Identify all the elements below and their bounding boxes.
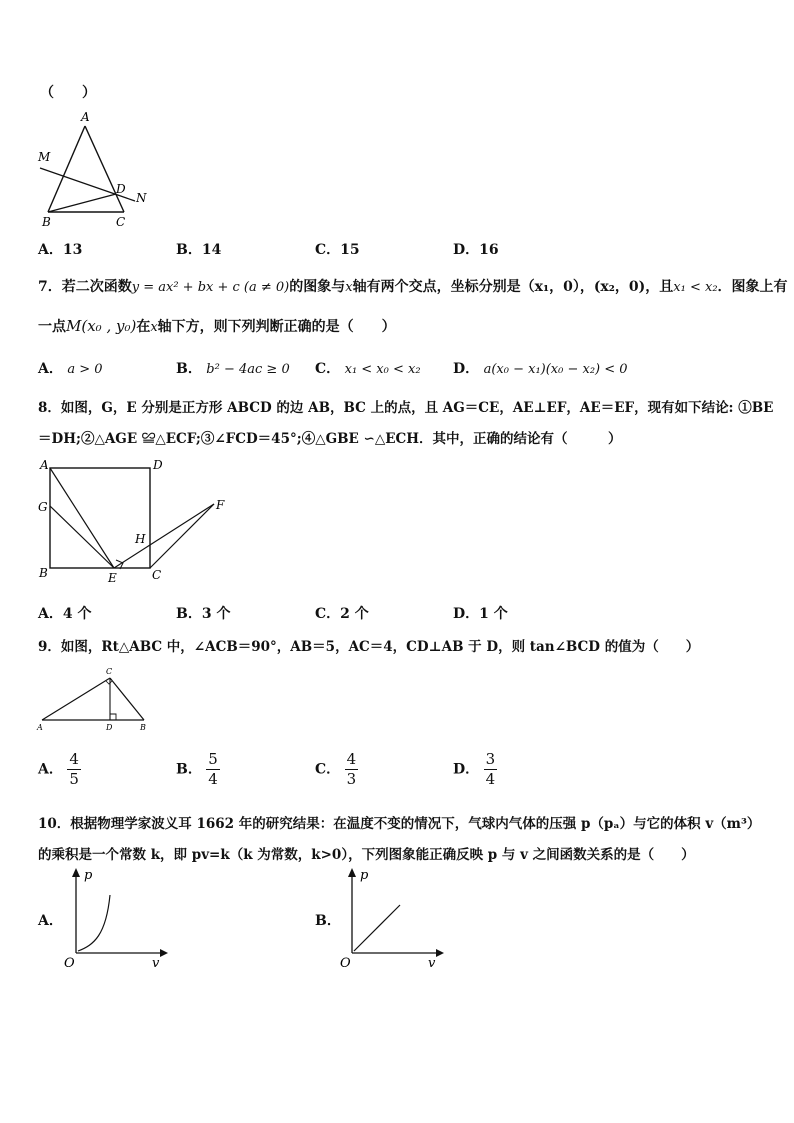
q7-prefix: 7．若二次函数 [38,279,132,295]
q9-option-d[interactable] [453,752,497,787]
q9-option-d-den: 4 [485,770,496,788]
q8-label-h: H [135,532,146,546]
q9-option-d-num: 3 [485,750,496,768]
q7-option-d[interactable] [453,358,628,378]
q9-option-c-fraction [345,752,359,787]
q9-option-b-num: 5 [208,750,218,768]
q9-option-c-den: 3 [346,770,357,788]
q7-line2-prefix: 一点 [38,319,66,335]
q9-option-c[interactable] [315,752,358,787]
q7-condition: x₁ < x₂ [673,280,718,295]
q8-label-f: F [216,498,225,512]
q8-label-e: E [108,571,117,585]
q7-end: ．图象上有 [717,279,788,295]
q7-stem-line1 [38,276,788,296]
q9-label-b: B [140,723,146,732]
q8-label-b: B [39,566,48,580]
q6-option-c[interactable]: C．15 [315,242,360,258]
q7-option-c-expr: x₁ < x₀ < x₂ [344,362,421,377]
q8-option-d[interactable]: D．1 个 [453,606,508,622]
q7-point-m: M(x₀ , y₀) [66,317,137,335]
q7-option-d-expr: a(x₀ − x₁)(x₀ − x₂) < 0 [483,362,628,377]
q7-suffix: 轴有两个交点，坐标分别是（x₁，0），(x₂，0)，且 [352,279,674,295]
q8-square-figure [30,455,240,590]
q9-option-a-den: 5 [69,770,79,788]
q6-label-a: A [81,110,90,124]
q7-stem-line2 [38,316,396,336]
q8-stem-line1: 8．如图，G，E 分别是正方形 ABCD 的边 AB，BC 上的点，且 AG＝CE，AE⊥EF，AE＝EF，现有如下结论: ①BE [38,400,774,416]
q10-graph-a [60,865,170,970]
q6-option-b[interactable]: B．14 [176,242,222,258]
q8-stem-line2: ＝DH;②△AGE ≌△ECF;③∠FCD＝45°;④△GBE ∽△ECH．其中，正确的结论有（ ） [38,431,622,447]
q7-x-var: x [345,280,353,295]
q9-option-b[interactable] [176,752,220,787]
q6-answer-paren: （ ） [40,85,96,101]
q8-label-c: C [152,568,162,582]
q10-a-v-label: v [152,956,160,970]
q9-option-d-fraction [484,752,498,787]
q10-graph-b [336,865,446,970]
q7-option-b-expr: b² − 4ac ≥ 0 [206,362,290,377]
q10-a-p-label: p [84,868,93,883]
q9-option-c-label: C． [315,761,341,778]
q10-a-o-label: O [64,956,75,970]
q7-middle: 的图象与 [289,279,346,295]
q10-stem-line2: 的乘积是一个常数 k，即 pv=k（k 为常数，k>0），下列图象能正确反映 p 与 v 之间函数关系的是（ ） [38,847,695,863]
q9-option-c-num: 4 [346,750,357,768]
q6-label-c: C [116,215,126,229]
q9-option-b-den: 4 [208,770,218,788]
q7-line2-suffix: 轴下方，则下列判断正确的是（ ） [157,319,396,335]
q10-option-b[interactable]: B． [315,913,341,929]
q9-option-a-num: 4 [69,750,79,768]
q7-option-a-expr: a > 0 [67,362,103,377]
q10-stem-line1: 10．根据物理学家波义耳 1662 年的研究结果：在温度不变的情况下，气球内气体的压强 p（pₐ）与它的体积 v（m³） [38,816,761,832]
q7-option-c-label: C． [315,361,341,377]
q10-b-o-label: O [340,956,351,970]
q6-label-m: M [38,150,51,164]
q10-b-v-label: v [428,956,436,970]
q7-line2-mid: 在 [136,319,151,335]
q7-option-d-label: D． [453,361,480,377]
q7-option-a[interactable] [38,358,103,378]
q7-option-b[interactable] [176,358,290,378]
q8-option-b[interactable]: B．3 个 [176,606,231,622]
q9-stem: 9．如图，Rt△ABC 中，∠ACB＝90°，AB＝5，AC＝4，CD⊥AB 于 D，则 tan∠BCD 的值为（ ） [38,639,700,655]
q9-option-b-fraction [206,752,220,787]
q6-label-n: N [136,191,147,205]
q9-option-a-fraction [67,752,81,787]
q8-label-d: D [153,458,163,472]
q7-function: y = ax² + bx + c (a ≠ 0) [131,280,290,295]
q9-label-a: A [37,723,43,732]
q10-option-a[interactable]: A． [38,913,63,929]
q7-option-a-label: A． [38,361,63,377]
q8-option-c[interactable]: C．2 个 [315,606,369,622]
q10-b-p-label: p [360,868,369,883]
q9-option-d-label: D． [453,761,480,778]
q6-triangle-figure [30,108,160,230]
q9-option-a[interactable] [38,752,81,787]
q9-label-d: D [106,723,113,732]
q6-label-d: D [116,182,126,196]
q9-triangle-figure [34,664,154,734]
q7-option-b-label: B． [176,361,202,377]
q6-option-a[interactable]: A．13 [38,242,83,258]
q7-option-c[interactable] [315,358,421,378]
q6-label-b: B [42,215,51,229]
q9-option-b-label: B． [176,761,202,778]
q8-label-g: G [38,500,48,514]
q8-option-a[interactable]: A．4 个 [38,606,92,622]
q6-option-d[interactable]: D．16 [453,242,499,258]
q9-label-c: C [106,667,113,676]
q8-label-a: A [40,458,49,472]
q7-line2-x: x [150,320,158,335]
q9-option-a-label: A． [38,761,63,778]
